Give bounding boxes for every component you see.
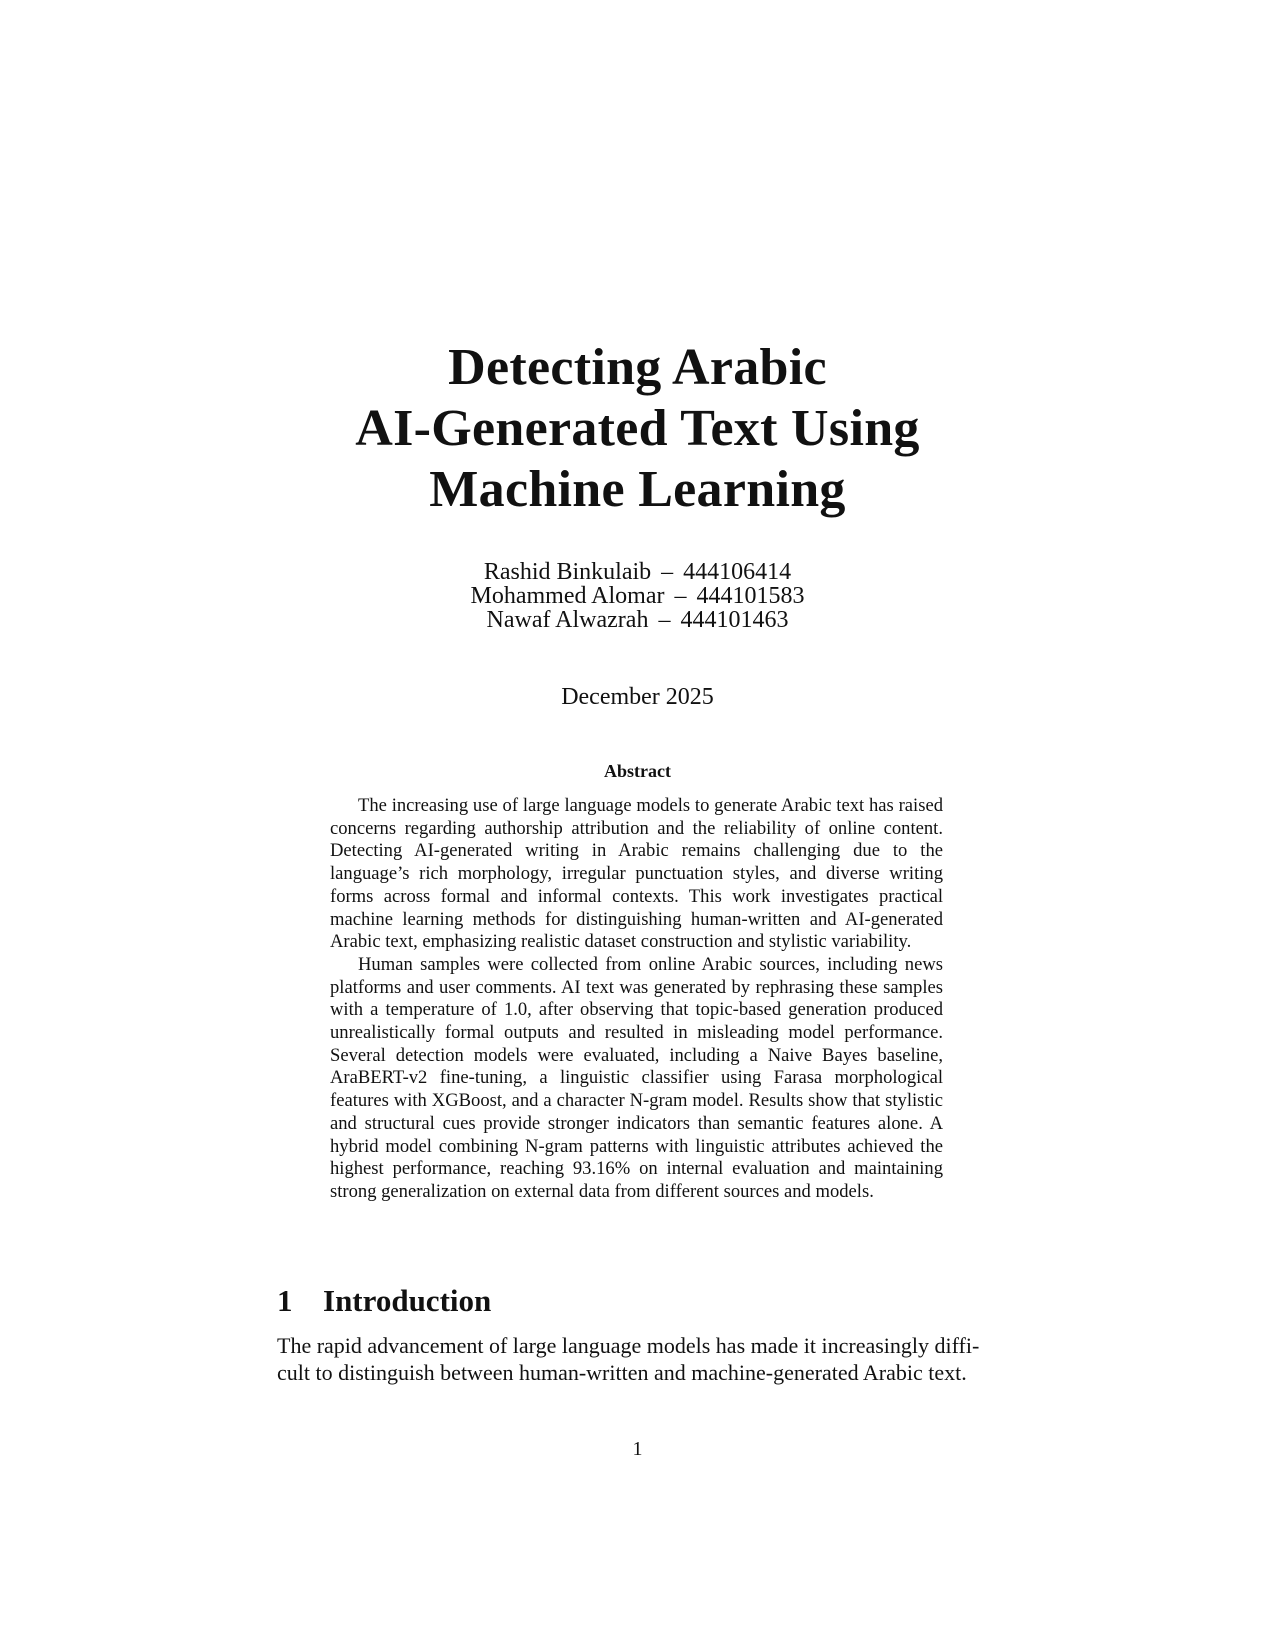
- author-name: Rashid Binkulaib: [483, 559, 652, 585]
- author-name: Nawaf Alwazrah: [486, 607, 649, 633]
- abstract-heading: Abstract: [604, 761, 671, 781]
- abstract-body: [330, 795, 943, 1204]
- title-line: Detecting Arabic: [448, 339, 827, 396]
- introduction-text: [277, 1332, 989, 1386]
- author-separator: –: [674, 583, 687, 609]
- author-entry: [0, 608, 1275, 632]
- paper-title: [0, 337, 1275, 520]
- section-heading: [277, 1283, 491, 1319]
- section-title: Introduction: [323, 1283, 492, 1318]
- author-separator: –: [658, 607, 671, 633]
- abstract-paragraph: The increasing use of large language models to generate Arabic text has raised concerns regarding authorship attribution and the reliability of online content. Detecting AI-generated writing in Arabic remains challenging due to the language’s rich morphology, irregular punctuation styles, and diverse writing forms across formal and informal contexts. This work investigates practical machine learning methods for distinguishing human-written and AI-generated Arabic text, emphasizing realistic dataset construction and stylistic variability.: [330, 795, 943, 953]
- section-number: 1: [277, 1283, 293, 1318]
- text-line: The rapid advancement of large language models has made it increasingly diffi-: [277, 1333, 980, 1358]
- author-id: 444106414: [683, 559, 792, 585]
- author-list: [0, 560, 1275, 632]
- title-line: Machine Learning: [429, 461, 846, 518]
- author-name: Mohammed Alomar: [470, 583, 665, 609]
- title-line: AI-Generated Text Using: [355, 400, 920, 457]
- page-number: 1: [632, 1438, 643, 1460]
- abstract-paragraph: Human samples were collected from online Arabic sources, including news platforms and user comments. AI text was generated by rephrasing these samples with a temperature of 1.0, after observing that topic-based generation produced unrealistically formal outputs and resulted in misleading model performance. Several detection models were evaluated, including a Naive Bayes baseline, AraBERT-v2 fine-tuning, a linguistic classifier using Farasa morphological features with XGBoost, and a character N-gram model. Results show that stylistic and structural cues provide stronger indicators than semantic features alone. A hybrid model combining N-gram patterns with linguistic attributes achieved the highest performance, reaching 93.16% on internal evaluation and maintaining strong generalization on external data from different sources and models.: [330, 953, 943, 1202]
- author-entry: [0, 584, 1275, 608]
- author-separator: –: [661, 559, 674, 585]
- author-id: 444101583: [696, 583, 805, 609]
- author-entry: [0, 560, 1275, 584]
- author-id: 444101463: [680, 607, 789, 633]
- text-line: cult to distinguish between human-written and machine-generated Arabic text.: [277, 1360, 967, 1385]
- publication-date: December 2025: [561, 684, 714, 710]
